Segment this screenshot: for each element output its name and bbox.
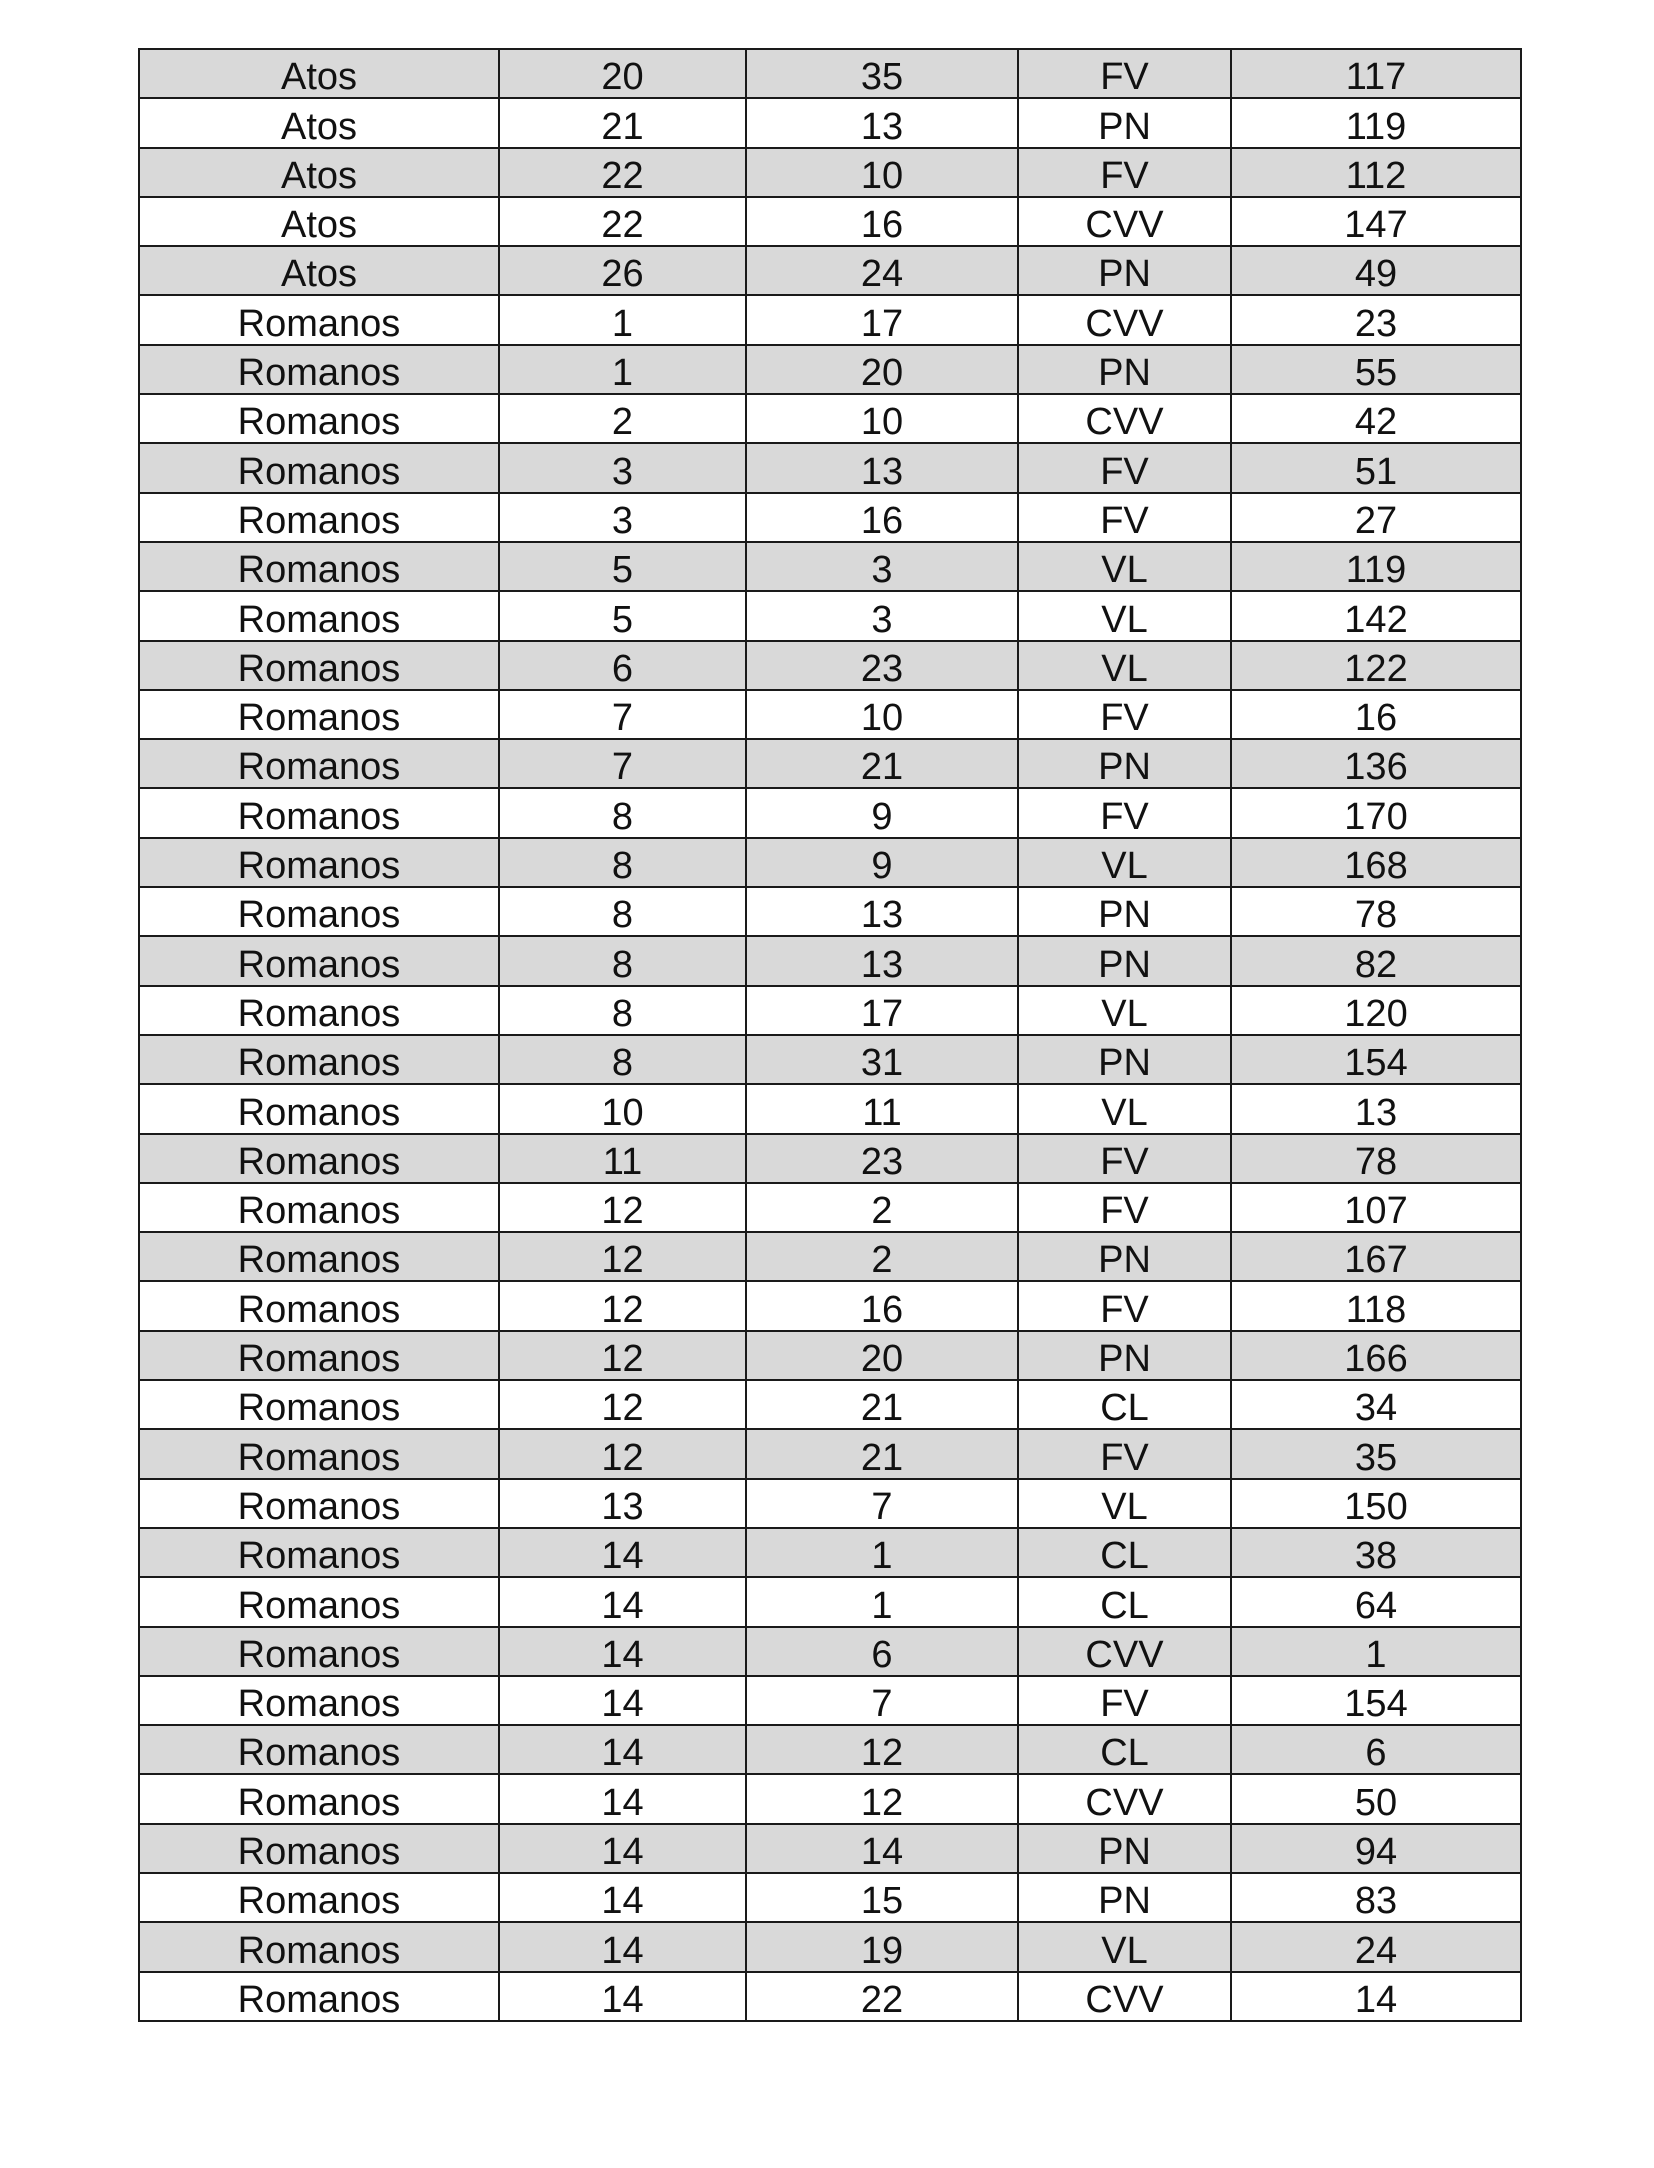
book-cell: Romanos	[139, 1577, 499, 1626]
chapter-cell: 14	[499, 1528, 746, 1577]
code-cell: PN	[1018, 739, 1231, 788]
table-row	[139, 246, 1521, 295]
number-cell: 82	[1231, 936, 1521, 985]
code-cell: PN	[1018, 1824, 1231, 1873]
book-cell: Romanos	[139, 1479, 499, 1528]
number-cell: 50	[1231, 1774, 1521, 1823]
table-row	[139, 739, 1521, 788]
number-cell: 166	[1231, 1331, 1521, 1380]
chapter-cell: 8	[499, 887, 746, 936]
number-cell: 1	[1231, 1627, 1521, 1676]
number-cell: 42	[1231, 394, 1521, 443]
number-cell: 94	[1231, 1824, 1521, 1873]
number-cell: 6	[1231, 1725, 1521, 1774]
chapter-cell: 8	[499, 936, 746, 985]
number-cell: 147	[1231, 197, 1521, 246]
number-cell: 13	[1231, 1084, 1521, 1133]
data-table	[138, 48, 1522, 2022]
table-row	[139, 98, 1521, 147]
verse-cell: 3	[746, 591, 1018, 640]
book-cell: Romanos	[139, 295, 499, 344]
book-cell: Romanos	[139, 1824, 499, 1873]
table-row	[139, 295, 1521, 344]
verse-cell: 1	[746, 1577, 1018, 1626]
table-row	[139, 1922, 1521, 1971]
chapter-cell: 7	[499, 690, 746, 739]
chapter-cell: 14	[499, 1972, 746, 2021]
number-cell: 120	[1231, 986, 1521, 1035]
book-cell: Romanos	[139, 788, 499, 837]
table-row	[139, 394, 1521, 443]
number-cell: 78	[1231, 1134, 1521, 1183]
verse-cell: 2	[746, 1183, 1018, 1232]
verse-cell: 1	[746, 1528, 1018, 1577]
number-cell: 51	[1231, 443, 1521, 492]
verse-cell: 23	[746, 641, 1018, 690]
table-row	[139, 1824, 1521, 1873]
book-cell: Romanos	[139, 1873, 499, 1922]
chapter-cell: 14	[499, 1627, 746, 1676]
chapter-cell: 20	[499, 49, 746, 98]
verse-cell: 21	[746, 1429, 1018, 1478]
book-cell: Romanos	[139, 1972, 499, 2021]
chapter-cell: 12	[499, 1429, 746, 1478]
book-cell: Atos	[139, 197, 499, 246]
verse-cell: 17	[746, 986, 1018, 1035]
book-cell: Romanos	[139, 690, 499, 739]
number-cell: 34	[1231, 1380, 1521, 1429]
book-cell: Romanos	[139, 1429, 499, 1478]
table-row	[139, 493, 1521, 542]
verse-cell: 9	[746, 838, 1018, 887]
table-row	[139, 641, 1521, 690]
book-cell: Romanos	[139, 1774, 499, 1823]
number-cell: 35	[1231, 1429, 1521, 1478]
table-row	[139, 542, 1521, 591]
book-cell: Romanos	[139, 986, 499, 1035]
chapter-cell: 14	[499, 1676, 746, 1725]
chapter-cell: 3	[499, 443, 746, 492]
book-cell: Romanos	[139, 1725, 499, 1774]
number-cell: 83	[1231, 1873, 1521, 1922]
number-cell: 168	[1231, 838, 1521, 887]
book-cell: Romanos	[139, 345, 499, 394]
number-cell: 117	[1231, 49, 1521, 98]
number-cell: 170	[1231, 788, 1521, 837]
chapter-cell: 14	[499, 1873, 746, 1922]
code-cell: VL	[1018, 641, 1231, 690]
book-cell: Romanos	[139, 1183, 499, 1232]
chapter-cell: 1	[499, 295, 746, 344]
code-cell: PN	[1018, 1873, 1231, 1922]
table-row	[139, 1429, 1521, 1478]
table-row	[139, 591, 1521, 640]
verse-cell: 16	[746, 1281, 1018, 1330]
code-cell: PN	[1018, 1331, 1231, 1380]
chapter-cell: 12	[499, 1331, 746, 1380]
verse-cell: 15	[746, 1873, 1018, 1922]
code-cell: CVV	[1018, 295, 1231, 344]
book-cell: Romanos	[139, 493, 499, 542]
table-row	[139, 197, 1521, 246]
book-cell: Romanos	[139, 1380, 499, 1429]
verse-cell: 21	[746, 1380, 1018, 1429]
code-cell: FV	[1018, 788, 1231, 837]
code-cell: PN	[1018, 936, 1231, 985]
code-cell: VL	[1018, 1084, 1231, 1133]
book-cell: Romanos	[139, 1676, 499, 1725]
table-row	[139, 1183, 1521, 1232]
chapter-cell: 14	[499, 1577, 746, 1626]
book-cell: Romanos	[139, 1281, 499, 1330]
number-cell: 55	[1231, 345, 1521, 394]
book-cell: Romanos	[139, 1922, 499, 1971]
table-row	[139, 986, 1521, 1035]
code-cell: VL	[1018, 542, 1231, 591]
book-cell: Romanos	[139, 739, 499, 788]
verse-cell: 3	[746, 542, 1018, 591]
code-cell: CVV	[1018, 197, 1231, 246]
verse-cell: 31	[746, 1035, 1018, 1084]
verse-cell: 11	[746, 1084, 1018, 1133]
chapter-cell: 7	[499, 739, 746, 788]
table-row	[139, 443, 1521, 492]
book-cell: Atos	[139, 246, 499, 295]
table-row	[139, 838, 1521, 887]
chapter-cell: 5	[499, 542, 746, 591]
table-row	[139, 1380, 1521, 1429]
number-cell: 119	[1231, 542, 1521, 591]
verse-cell: 7	[746, 1479, 1018, 1528]
chapter-cell: 11	[499, 1134, 746, 1183]
code-cell: CVV	[1018, 1774, 1231, 1823]
number-cell: 38	[1231, 1528, 1521, 1577]
code-cell: FV	[1018, 1676, 1231, 1725]
table-row	[139, 1479, 1521, 1528]
book-cell: Atos	[139, 49, 499, 98]
book-cell: Romanos	[139, 1331, 499, 1380]
verse-cell: 14	[746, 1824, 1018, 1873]
verse-cell: 13	[746, 936, 1018, 985]
verse-cell: 17	[746, 295, 1018, 344]
verse-cell: 16	[746, 197, 1018, 246]
verse-cell: 10	[746, 690, 1018, 739]
table-row	[139, 788, 1521, 837]
code-cell: PN	[1018, 1232, 1231, 1281]
book-cell: Romanos	[139, 394, 499, 443]
table-row	[139, 1676, 1521, 1725]
number-cell: 154	[1231, 1676, 1521, 1725]
table-row	[139, 936, 1521, 985]
verse-cell: 7	[746, 1676, 1018, 1725]
verse-cell: 13	[746, 443, 1018, 492]
table-row	[139, 1084, 1521, 1133]
code-cell: FV	[1018, 493, 1231, 542]
chapter-cell: 22	[499, 148, 746, 197]
number-cell: 142	[1231, 591, 1521, 640]
chapter-cell: 14	[499, 1725, 746, 1774]
number-cell: 167	[1231, 1232, 1521, 1281]
code-cell: CL	[1018, 1577, 1231, 1626]
chapter-cell: 12	[499, 1380, 746, 1429]
chapter-cell: 8	[499, 1035, 746, 1084]
verse-cell: 12	[746, 1774, 1018, 1823]
chapter-cell: 6	[499, 641, 746, 690]
number-cell: 107	[1231, 1183, 1521, 1232]
code-cell: CL	[1018, 1725, 1231, 1774]
book-cell: Romanos	[139, 936, 499, 985]
chapter-cell: 8	[499, 788, 746, 837]
code-cell: PN	[1018, 98, 1231, 147]
code-cell: VL	[1018, 591, 1231, 640]
code-cell: FV	[1018, 1281, 1231, 1330]
table-row	[139, 1281, 1521, 1330]
chapter-cell: 22	[499, 197, 746, 246]
code-cell: VL	[1018, 986, 1231, 1035]
number-cell: 112	[1231, 148, 1521, 197]
verse-cell: 19	[746, 1922, 1018, 1971]
table-row	[139, 1972, 1521, 2021]
code-cell: FV	[1018, 1429, 1231, 1478]
code-cell: FV	[1018, 690, 1231, 739]
number-cell: 118	[1231, 1281, 1521, 1330]
verse-cell: 13	[746, 887, 1018, 936]
chapter-cell: 26	[499, 246, 746, 295]
number-cell: 49	[1231, 246, 1521, 295]
chapter-cell: 3	[499, 493, 746, 542]
table-row	[139, 1035, 1521, 1084]
code-cell: PN	[1018, 246, 1231, 295]
code-cell: CL	[1018, 1528, 1231, 1577]
book-cell: Romanos	[139, 1528, 499, 1577]
verse-cell: 21	[746, 739, 1018, 788]
table-row	[139, 1134, 1521, 1183]
code-cell: FV	[1018, 443, 1231, 492]
book-cell: Romanos	[139, 887, 499, 936]
table-row	[139, 1725, 1521, 1774]
chapter-cell: 8	[499, 986, 746, 1035]
code-cell: VL	[1018, 1479, 1231, 1528]
code-cell: CVV	[1018, 1627, 1231, 1676]
code-cell: CVV	[1018, 394, 1231, 443]
table-row	[139, 49, 1521, 98]
number-cell: 23	[1231, 295, 1521, 344]
code-cell: CL	[1018, 1380, 1231, 1429]
table-body	[139, 49, 1521, 2021]
verse-cell: 12	[746, 1725, 1018, 1774]
table-row	[139, 148, 1521, 197]
chapter-cell: 21	[499, 98, 746, 147]
book-cell: Atos	[139, 98, 499, 147]
code-cell: FV	[1018, 1183, 1231, 1232]
code-cell: PN	[1018, 1035, 1231, 1084]
book-cell: Romanos	[139, 1134, 499, 1183]
number-cell: 122	[1231, 641, 1521, 690]
verse-cell: 24	[746, 246, 1018, 295]
chapter-cell: 10	[499, 1084, 746, 1133]
verse-cell: 20	[746, 1331, 1018, 1380]
chapter-cell: 12	[499, 1232, 746, 1281]
verse-cell: 6	[746, 1627, 1018, 1676]
table-row	[139, 1232, 1521, 1281]
chapter-cell: 1	[499, 345, 746, 394]
code-cell: CVV	[1018, 1972, 1231, 2021]
book-cell: Romanos	[139, 1035, 499, 1084]
code-cell: FV	[1018, 148, 1231, 197]
book-cell: Romanos	[139, 542, 499, 591]
number-cell: 16	[1231, 690, 1521, 739]
chapter-cell: 13	[499, 1479, 746, 1528]
number-cell: 150	[1231, 1479, 1521, 1528]
chapter-cell: 5	[499, 591, 746, 640]
code-cell: VL	[1018, 838, 1231, 887]
verse-cell: 23	[746, 1134, 1018, 1183]
number-cell: 27	[1231, 493, 1521, 542]
number-cell: 154	[1231, 1035, 1521, 1084]
table-row	[139, 1528, 1521, 1577]
book-cell: Romanos	[139, 443, 499, 492]
verse-cell: 22	[746, 1972, 1018, 2021]
chapter-cell: 12	[499, 1281, 746, 1330]
verse-cell: 10	[746, 394, 1018, 443]
number-cell: 119	[1231, 98, 1521, 147]
book-cell: Atos	[139, 148, 499, 197]
book-cell: Romanos	[139, 591, 499, 640]
chapter-cell: 2	[499, 394, 746, 443]
verse-cell: 2	[746, 1232, 1018, 1281]
book-cell: Romanos	[139, 838, 499, 887]
number-cell: 24	[1231, 1922, 1521, 1971]
number-cell: 78	[1231, 887, 1521, 936]
table-row	[139, 1774, 1521, 1823]
table-row	[139, 1577, 1521, 1626]
chapter-cell: 14	[499, 1824, 746, 1873]
book-cell: Romanos	[139, 1084, 499, 1133]
number-cell: 64	[1231, 1577, 1521, 1626]
table-row	[139, 887, 1521, 936]
verse-cell: 16	[746, 493, 1018, 542]
number-cell: 14	[1231, 1972, 1521, 2021]
code-cell: VL	[1018, 1922, 1231, 1971]
table-row	[139, 690, 1521, 739]
book-cell: Romanos	[139, 1627, 499, 1676]
table-row	[139, 1873, 1521, 1922]
table-row	[139, 1331, 1521, 1380]
book-cell: Romanos	[139, 641, 499, 690]
verse-cell: 13	[746, 98, 1018, 147]
number-cell: 136	[1231, 739, 1521, 788]
code-cell: FV	[1018, 1134, 1231, 1183]
table-row	[139, 1627, 1521, 1676]
verse-cell: 9	[746, 788, 1018, 837]
table-row	[139, 345, 1521, 394]
chapter-cell: 14	[499, 1774, 746, 1823]
chapter-cell: 12	[499, 1183, 746, 1232]
chapter-cell: 8	[499, 838, 746, 887]
verse-cell: 10	[746, 148, 1018, 197]
verse-cell: 20	[746, 345, 1018, 394]
chapter-cell: 14	[499, 1922, 746, 1971]
book-cell: Romanos	[139, 1232, 499, 1281]
verse-cell: 35	[746, 49, 1018, 98]
code-cell: PN	[1018, 345, 1231, 394]
code-cell: PN	[1018, 887, 1231, 936]
code-cell: FV	[1018, 49, 1231, 98]
